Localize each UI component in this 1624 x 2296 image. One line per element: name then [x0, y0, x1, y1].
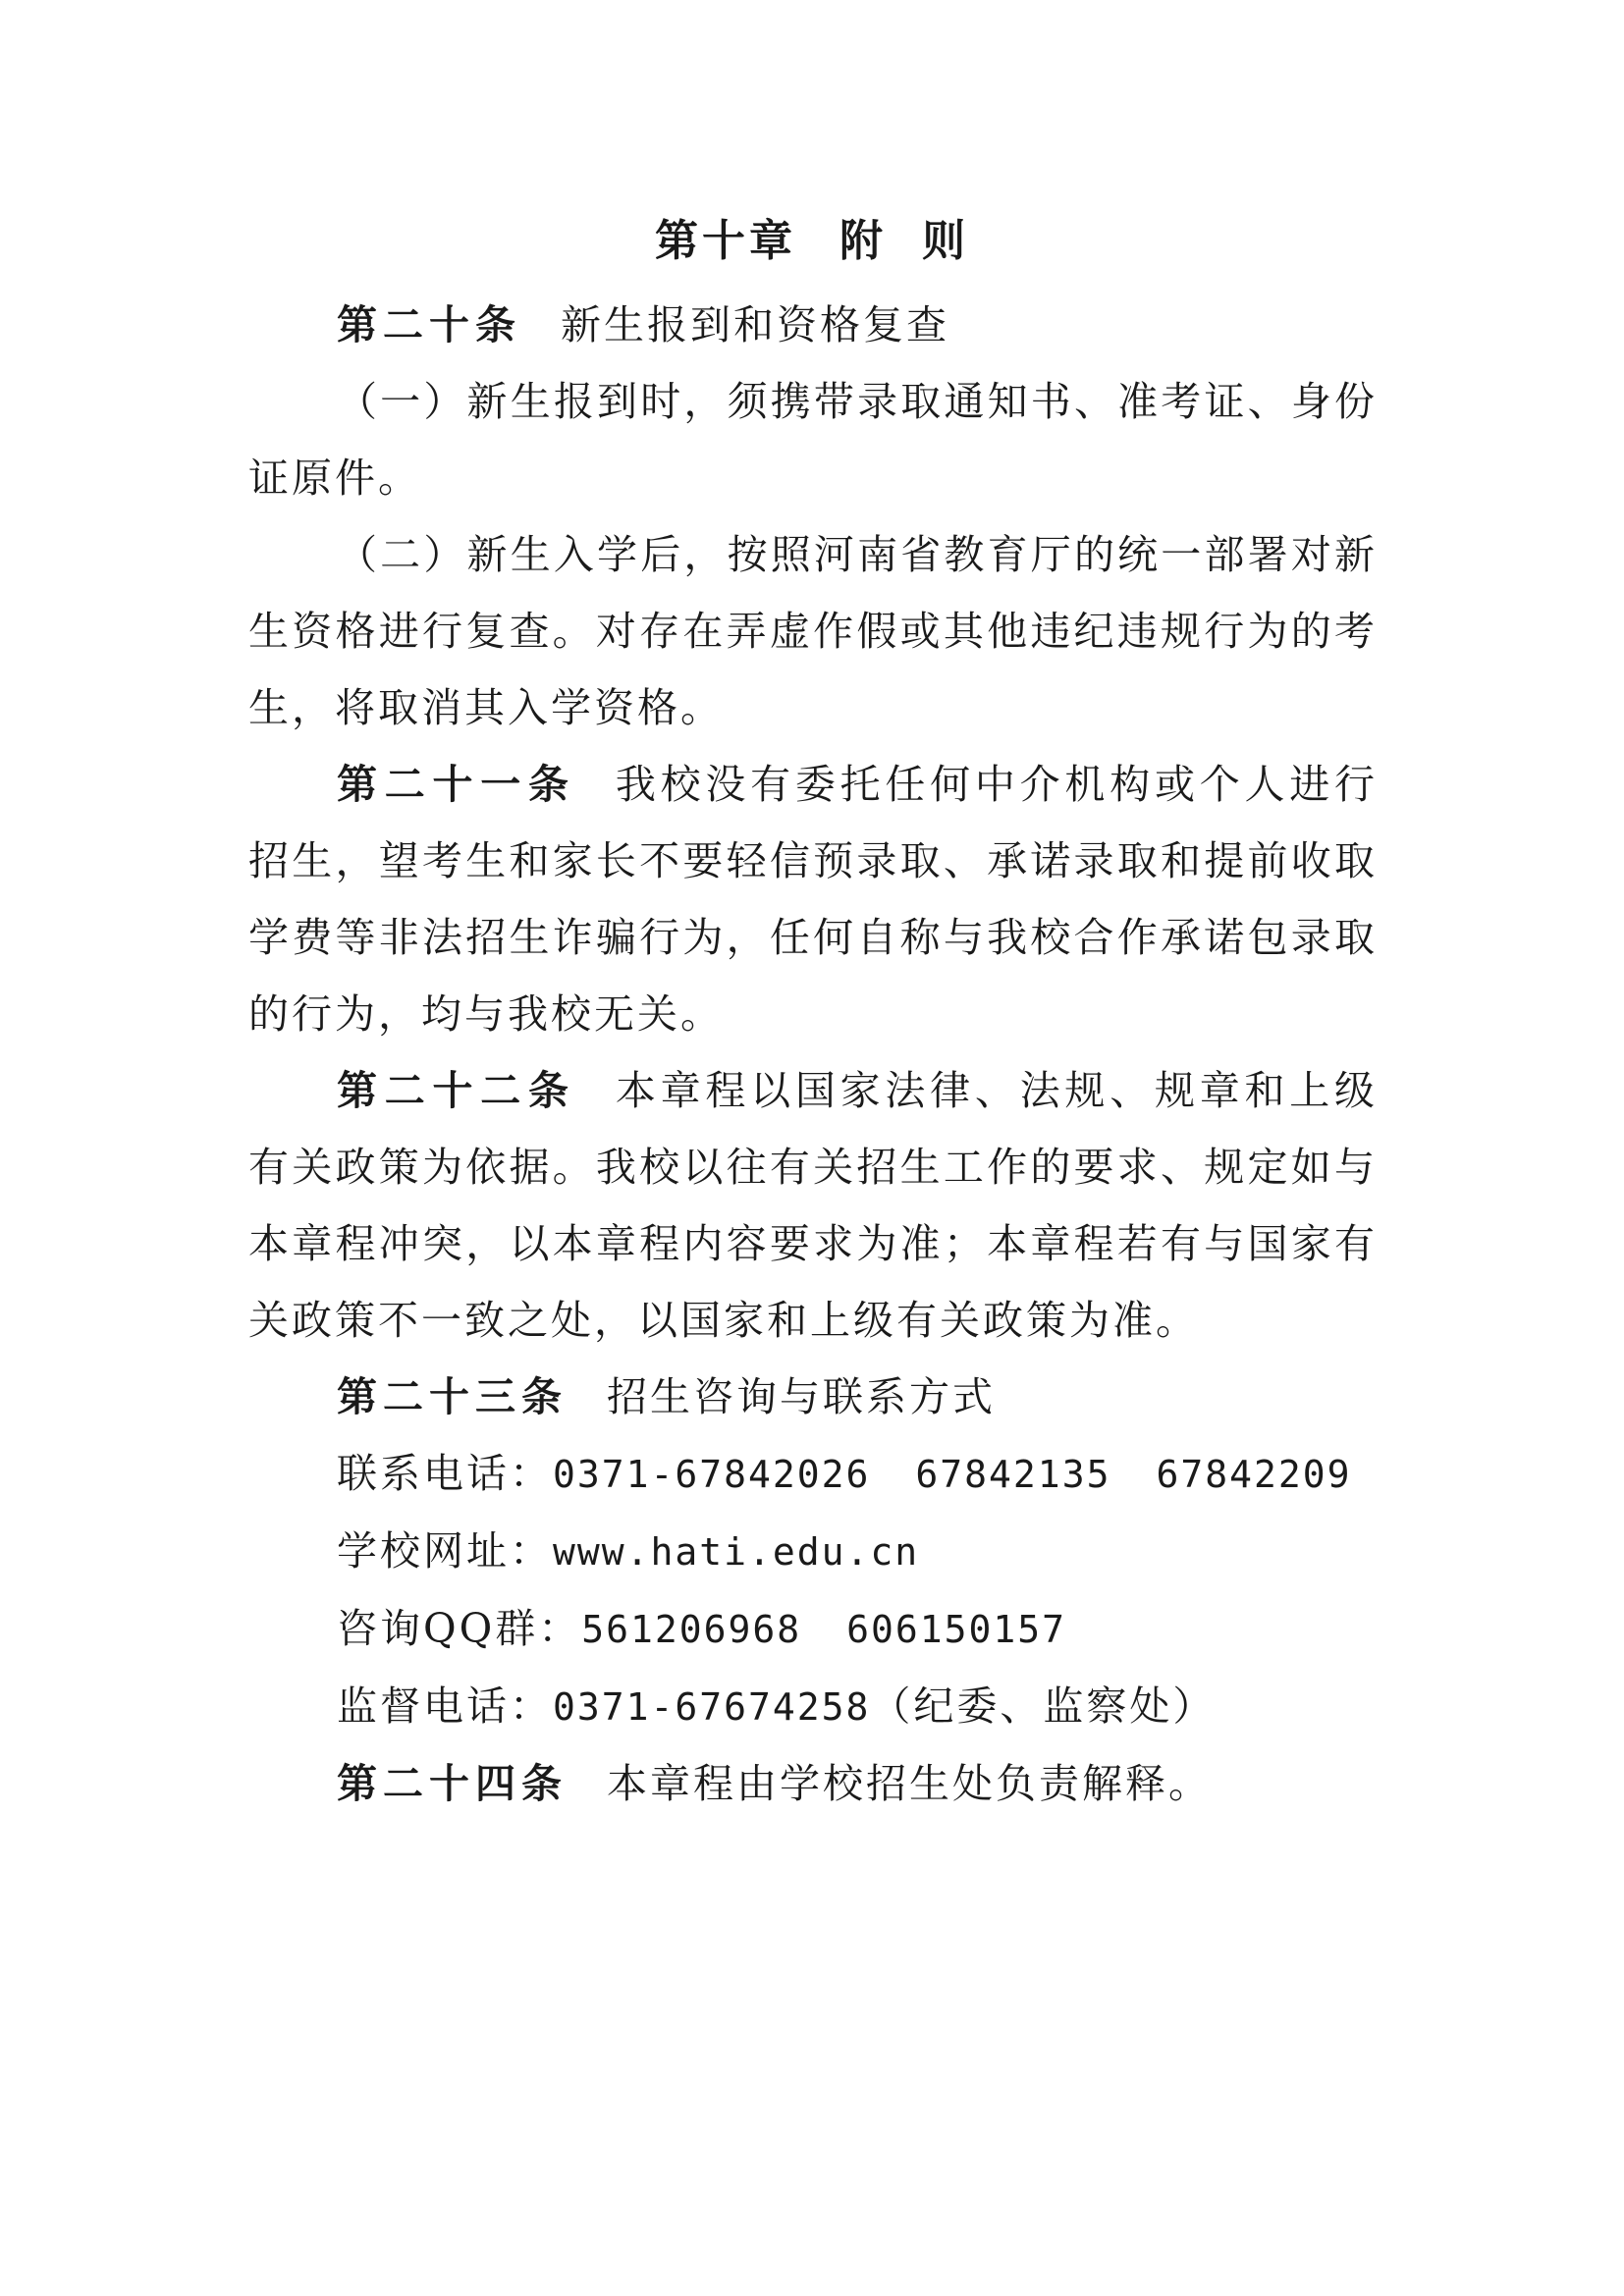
- article-21-text: 我校没有委托任何中介机构或个人进行招生，望考生和家长不要轻信预录取、承诺录取和提前收取学费等非法招生诈骗行为，任何自称与我校合作承诺包录取的行为，均与我校无关。: [248, 761, 1379, 1038]
- article-23-text: 招生咨询与联系方式: [607, 1373, 996, 1420]
- chapter-word-1: 附: [839, 216, 887, 266]
- article-22: [248, 1052, 1378, 1359]
- supervise-row: [248, 1668, 1378, 1745]
- article-24-text: 本章程由学校招生处负责解释。: [607, 1760, 1212, 1807]
- article-20-heading: [248, 287, 1378, 363]
- qq-group-1: 561206968: [581, 1608, 802, 1651]
- article-20-label: 第二十条: [337, 301, 521, 348]
- qq-group-2: 606150157: [846, 1608, 1067, 1651]
- article-23-label: 第二十三条: [337, 1373, 568, 1420]
- contact-phone-1: 0371-67842026: [553, 1453, 871, 1496]
- contact-phone-row: [248, 1435, 1378, 1513]
- website-label: 学校网址：: [337, 1527, 553, 1575]
- chapter-title: [0, 212, 1624, 271]
- article-22-label: 第二十二条: [337, 1067, 576, 1114]
- contact-phone-2: 67842135: [915, 1453, 1111, 1496]
- article-21: [248, 746, 1378, 1052]
- qq-row: [248, 1590, 1378, 1668]
- website-row: [248, 1513, 1378, 1590]
- document-body: [248, 287, 1378, 1822]
- article-24: [248, 1745, 1378, 1822]
- article-24-label: 第二十四条: [337, 1760, 568, 1807]
- website-url[interactable]: www.hati.edu.cn: [553, 1530, 920, 1574]
- qq-label: 咨询QQ群：: [337, 1605, 582, 1652]
- article-23-heading: [248, 1359, 1378, 1435]
- supervise-phone: 0371-67674258: [553, 1685, 871, 1729]
- contact-phone-label: 联系电话：: [337, 1450, 553, 1497]
- article-22-text: 本章程以国家法律、法规、规章和上级有关政策为依据。我校以往有关招生工作的要求、规定如与本章程冲突，以本章程内容要求为准；本章程若有与国家有关政策不一致之处，以国家和上级有关政策为准。: [248, 1067, 1379, 1344]
- article-20-item-1: （一）新生报到时，须携带录取通知书、准考证、身份证原件。: [248, 378, 1378, 502]
- chapter-word-2: 则: [922, 216, 969, 266]
- article-21-label: 第二十一条: [337, 761, 576, 808]
- supervise-label: 监督电话：: [337, 1682, 553, 1730]
- chapter-number: 第十章: [655, 216, 796, 266]
- contact-phone-3: 67842209: [1156, 1453, 1352, 1496]
- article-20-text: 新生报到和资格复查: [561, 301, 949, 348]
- article-20-item-2: （二）新生入学后，按照河南省教育厅的统一部署对新生资格进行复查。对存在弄虚作假或其他违纪违规行为的考生，将取消其入学资格。: [248, 531, 1378, 731]
- supervise-note: （纪委、监察处）: [870, 1682, 1217, 1730]
